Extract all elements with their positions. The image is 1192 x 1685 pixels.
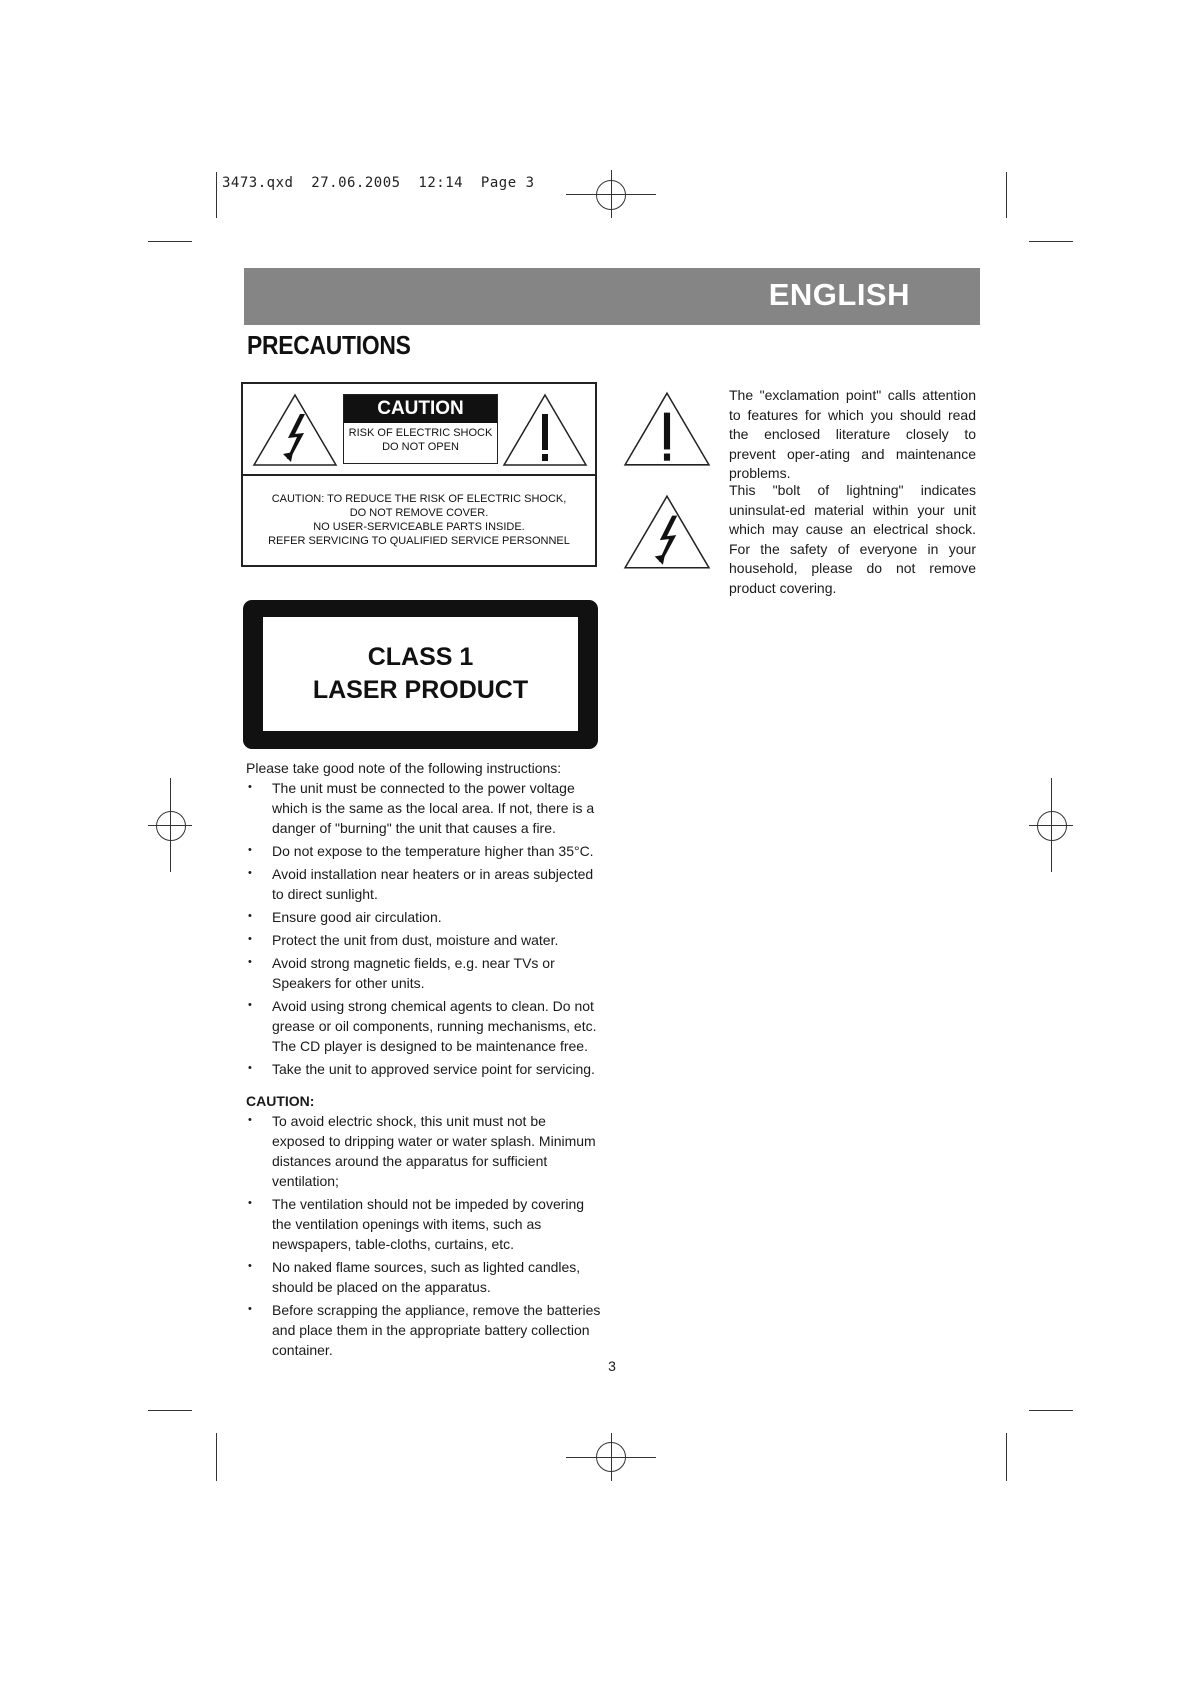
list-item: • Protect the unit from dust, moisture and water. — [246, 930, 601, 950]
list-item: • To avoid electric shock, this unit must not be exposed to dripping water or water splash. Minimum distances around the apparatus for sufficient ventilation; — [246, 1111, 601, 1191]
exclamation-explanation: The "exclamation point" calls attention to features for which you should read the enclosed literature closely to prevent oper-ating and maintenance problems. — [729, 387, 976, 481]
list-item: • Take the unit to approved service point for servicing. — [246, 1059, 601, 1079]
instructions-intro: Please take good note of the following instructions: — [246, 760, 562, 776]
list-item: • Do not expose to the temperature higher than 35°C. — [246, 841, 601, 861]
list-item: • Before scrapping the appliance, remove the batteries and place them in the appropriate battery collection container. — [246, 1300, 601, 1360]
caution-divider — [243, 474, 595, 476]
caution-subtitle-2: DO NOT OPEN — [382, 441, 459, 453]
language-banner — [244, 268, 980, 325]
print-slug: 3473.qxd 27.06.2005 12:14 Page 3 — [222, 175, 535, 191]
caution-warning-box — [241, 382, 597, 567]
caution-subtitle-1: RISK OF ELECTRIC SHOCK — [348, 427, 493, 439]
caution-list — [246, 1111, 601, 1360]
lightning-symbol-icon — [622, 493, 712, 571]
list-item: • The unit must be connected to the power voltage which is the same as the local area. If not, there is a danger of "burning" the unit that causes a fire. — [246, 778, 601, 838]
laser-product-text: LASER PRODUCT — [312, 676, 529, 704]
list-item: • Avoid strong magnetic fields, e.g. near TVs or Speakers for other units. — [246, 953, 601, 993]
list-item: • Avoid installation near heaters or in areas subjected to direct sunlight. — [246, 864, 601, 904]
instructions-list — [246, 778, 601, 1079]
caution-section — [246, 1091, 601, 1363]
list-item: • Ensure good air circulation. — [246, 907, 601, 927]
list-item: • The ventilation should not be impeded by covering the ventilation openings with items, such as newspapers, table-cloths, curtains, etc. — [246, 1194, 601, 1254]
caution-body-line: REFER SERVICING TO QUALIFIED SERVICE PERSONNEL — [268, 535, 570, 547]
caution-body — [243, 492, 595, 548]
lightning-explanation: This "bolt of lightning" indicates uninsulat-ed material within your unit which may cause an electrical shock. For the safety of everyone in your household, please do not remove product covering. — [729, 482, 976, 596]
caution-heading-box — [343, 394, 498, 464]
list-item: • No naked flame sources, such as lighted candles, should be placed on the apparatus. — [246, 1257, 601, 1297]
caution-section-label: CAUTION: — [246, 1093, 315, 1109]
caution-heading: CAUTION — [344, 395, 497, 423]
page-title: PRECAUTIONS — [247, 330, 411, 360]
caution-body-line: DO NOT REMOVE COVER. — [349, 507, 489, 519]
laser-product-label — [243, 600, 598, 749]
list-item: • Avoid using strong chemical agents to clean. Do not grease or oil components, running mechanisms, etc. The CD player is designed to be maintenance free. — [246, 996, 601, 1056]
lightning-triangle-icon — [251, 392, 339, 468]
exclamation-triangle-icon — [501, 392, 589, 468]
language-label: ENGLISH — [768, 277, 910, 312]
page-number: 3 — [608, 1358, 616, 1374]
caution-body-line: CAUTION: TO REDUCE THE RISK OF ELECTRIC SHOCK, — [271, 493, 567, 505]
caution-body-line: NO USER-SERVICEABLE PARTS INSIDE. — [313, 521, 525, 533]
instructions-section — [246, 758, 601, 1082]
exclamation-symbol-icon — [622, 390, 712, 468]
laser-class: CLASS 1 — [367, 643, 474, 671]
